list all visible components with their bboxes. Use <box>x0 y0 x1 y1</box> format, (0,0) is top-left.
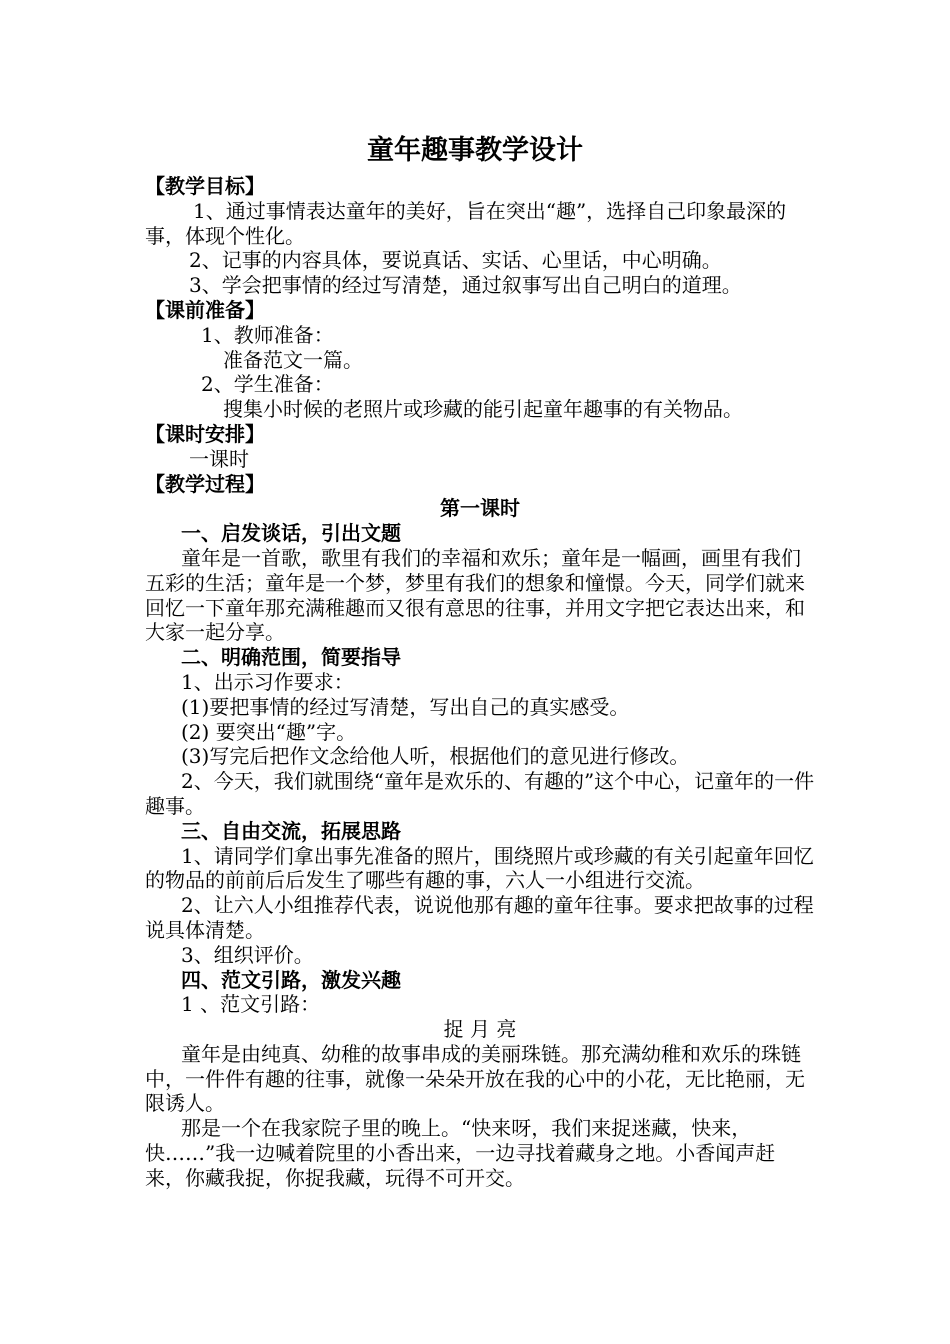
lesson-title: 第一课时 <box>440 496 520 521</box>
step-2-heading: 二、明确范围，简要指导 <box>181 645 401 670</box>
prep-item-2-detail: 搜集小时候的老照片或珍藏的能引起童年趣事的有关物品。 <box>223 397 743 422</box>
goal-item-2: 2、记事的内容具体，要说真话、实话、心里话，中心明确。 <box>189 248 722 273</box>
essay-paragraph-1: 童年是由纯真、幼稚的故事串成的美丽珠链。那充满幼稚和欢乐的珠链中，一件件有趣的往事，就像一朵朵开放在我的心中的小花，无比艳丽，无限诱人。 <box>145 1041 805 1116</box>
prep-item-2: 2、学生准备： <box>201 372 334 397</box>
step-3-item-3: 3、组织评价。 <box>181 942 314 967</box>
document-body <box>145 174 815 1191</box>
step-3-item-2: 2、让六人小组推荐代表，说说他那有趣的童年往事。要求把故事的过程说具体清楚。 <box>145 893 814 942</box>
step-1-heading: 一、启发谈话，引出文题 <box>181 521 401 546</box>
step-4-heading: 四、范文引路，激发兴趣 <box>181 967 401 992</box>
process-heading: 【教学过程】 <box>145 471 265 496</box>
prep-item-1: 1、教师准备： <box>201 322 334 347</box>
document-title: 童年趣事教学设计 <box>367 135 583 166</box>
schedule-detail: 一课时 <box>189 446 249 471</box>
essay-title: 捉 月 亮 <box>443 1017 517 1042</box>
goals-heading: 【教学目标】 <box>145 174 265 198</box>
step-2-requirement-1: (1)要把事情的经过写清楚，写出自己的真实感受。 <box>181 694 630 719</box>
step-4-item-1: 1 、范文引路： <box>181 992 321 1017</box>
prep-heading: 【课前准备】 <box>145 297 265 322</box>
essay-paragraph-2: 那是一个在我家院子里的晚上。“快来呀，我们来捉迷藏，快来，快……”我一边喊着院里的小香出来，一边寻找着藏身之地。小香闻声赶来，你藏我捉，你捉我藏，玩得不可开交。 <box>145 1116 776 1190</box>
step-2-requirement-2: (2) 要突出“趣”字。 <box>181 719 357 744</box>
step-2-item-2: 2、今天，我们就围绕“童年是欢乐的、有趣的”这个中心，记童年的一件趣事。 <box>145 769 815 818</box>
goal-item-3: 3、学会把事情的经过写清楚，通过叙事写出自己明白的道理。 <box>189 273 742 298</box>
schedule-heading: 【课时安排】 <box>145 421 265 446</box>
goal-item-1: 1、通过事情表达童年的美好，旨在突出“趣”，选择自己印象最深的事，体现个性化。 <box>145 198 787 248</box>
step-2-item-1: 1、出示习作要求： <box>181 669 354 694</box>
step-3-item-1: 1、请同学们拿出事先准备的照片，围绕照片或珍藏的有关引起童年回忆的物品的前前后后发生了哪些有趣的事，六人一小组进行交流。 <box>145 843 814 893</box>
step-1-text: 童年是一首歌，歌里有我们的幸福和欢乐；童年是一幅画，画里有我们五彩的生活；童年是一个梦，梦里有我们的想象和憧憬。今天，同学们就来回忆一下童年那充满稚趣而又很有意思的往事，并用文字把它表达出来，和大家一起分享。 <box>145 545 805 645</box>
prep-item-1-detail: 准备范文一篇。 <box>223 347 363 372</box>
step-2-requirement-3: (3)写完后把作文念给他人听，根据他们的意见进行修改。 <box>181 744 690 769</box>
step-3-heading: 三、自由交流，拓展思路 <box>181 818 401 843</box>
